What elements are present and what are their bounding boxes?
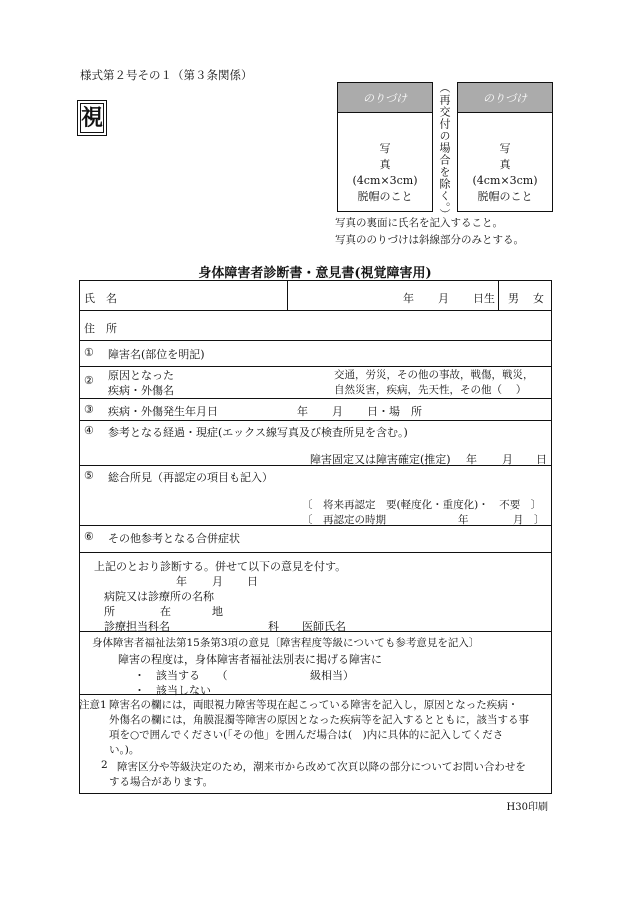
form-number: 様式第２号その１（第３条関係） [80, 68, 253, 82]
location-label-2: 在 [160, 605, 171, 618]
photo-size-left: (4cm×3cm) [352, 174, 418, 187]
row-divider [79, 420, 552, 421]
row4-year: 年 [466, 453, 477, 466]
diagnosis-day: 日 [247, 575, 258, 588]
row5-future: 〔 将来再認定 要(軽度化・重度化)・ 不要 〕 [302, 499, 542, 511]
note1-head: 注意1 [79, 699, 107, 711]
note2-line1: 障害区分や等級決定のため，潮来市から改めて次頁以降の部分についてお問い合わせを [117, 761, 526, 773]
department-label: 診療担当科名 [104, 620, 170, 633]
option-not-applicable[interactable]: ・ 該当しない [134, 684, 211, 697]
opinion-title: 身体障害者福祉法第15条第3項の意見〔障害程度等級についても参考意見を記入〕 [92, 637, 480, 649]
row2-number: ② [84, 374, 94, 387]
glue-area-left: のりづけ [338, 83, 432, 113]
row5-number: ⑤ [84, 469, 94, 482]
photo-note-1: 写真の裏面に氏名を記入すること。 [335, 217, 503, 229]
row3-day-place: 日・場 所 [367, 405, 422, 418]
option-applicable[interactable]: ・ 該当する （ [134, 669, 228, 682]
gender-female[interactable]: 女 [533, 292, 544, 305]
note1-line3: 項を○で囲んでください(「その他」を囲んだ場合は( )内に具体的に記入してくださ [109, 729, 504, 741]
row2-options-a: 交通，労災，その他の事故，戦傷，戦災， [334, 369, 534, 381]
row5-label: 総合所見（再認定の項目も記入） [108, 471, 273, 484]
category-mark-box [77, 100, 107, 136]
location-label-3: 地 [212, 605, 223, 618]
row4-label: 参考となる経過・現症(エックス線写真及び検査所見を含む。) [108, 426, 408, 439]
row2-label-a: 原因となった [108, 369, 174, 382]
row-divider [79, 340, 552, 341]
row6-number: ⑥ [84, 530, 94, 543]
address-label: 住 所 [84, 322, 117, 335]
opinion-degree: 障害の程度は，身体障害者福祉法別表に掲げる障害に [118, 653, 382, 666]
print-code: H30印刷 [506, 802, 548, 813]
photo-hat-right: 脱帽のこと [477, 190, 533, 203]
row4-month: 月 [502, 453, 513, 466]
row3-month: 月 [332, 405, 343, 418]
birth-month: 月 [438, 292, 449, 305]
note2-head: 2 [101, 759, 108, 771]
row3-number: ③ [84, 403, 94, 416]
row1-number: ① [84, 346, 94, 359]
photo-label-left: 写 真 [379, 142, 479, 171]
row-divider [79, 398, 552, 399]
photo-label-right: 写 真 [499, 142, 599, 171]
row1-label: 障害名(部位を明記) [108, 348, 205, 361]
photo-vertical-note: （再交付の場合を除く。） [438, 82, 451, 221]
gender-male[interactable]: 男 [508, 292, 519, 305]
row4-fixed: 障害固定又は障害確定(推定) [310, 453, 451, 466]
photo-size-right: (4cm×3cm) [472, 174, 538, 187]
note1-line2: 外傷名の欄には，角膜混濁等障害の原因となった疾病等を記入するとともに，該当する事 [109, 714, 529, 726]
photo-hat-left: 脱帽のこと [357, 190, 413, 203]
row5-year: 年 [458, 514, 469, 526]
note1-line4: い。)。 [109, 744, 140, 756]
row4-number: ④ [84, 424, 94, 437]
row5-timing: 〔 再認定の時期 [302, 514, 386, 526]
name-col-divider [287, 280, 288, 310]
birth-year: 年 [403, 292, 414, 305]
birth-day: 日生 [473, 292, 495, 305]
diagnosis-month: 月 [212, 575, 223, 588]
name-label: 氏 名 [84, 292, 117, 305]
row2-label-b: 疾病・外傷名 [108, 384, 174, 397]
location-label-1: 所 [104, 605, 115, 618]
row-divider [79, 552, 552, 553]
diagnosis-statement: 上記のとおり診断する。併せて以下の意見を付す。 [94, 560, 347, 573]
diagnosis-year: 年 [176, 575, 187, 588]
department-suffix: 科 [268, 620, 279, 633]
row3-year: 年 [297, 405, 308, 418]
row3-label: 疾病・外傷発生年月日 [108, 405, 218, 418]
row4-day: 日 [536, 453, 547, 466]
note1-line1: 障害名の欄には，両眼視力障害等現在起こっている障害を記入し，原因となった疾病・ [109, 699, 519, 711]
row-divider [79, 310, 552, 311]
row6-label: その他参考となる合併症状 [108, 532, 240, 545]
gender-col-divider [498, 280, 499, 310]
doctor-name-label: 医師氏名 [302, 620, 346, 633]
photo-box-right [457, 82, 599, 212]
option-grade: 級相当） [310, 669, 354, 682]
photo-note-2: 写真ののりづけは斜線部分のみとする。 [335, 234, 524, 246]
row5-month: 月 〕 [513, 514, 545, 526]
row2-options-b: 自然災害，疾病，先天性，その他（ ） [334, 384, 527, 396]
hospital-label: 病院又は診療所の名称 [104, 590, 214, 603]
category-mark: 視 [81, 105, 104, 131]
glue-area-right: のりづけ [458, 83, 552, 113]
note2-line2: する場合があります。 [109, 776, 214, 788]
form-title: 身体障害者診断書・意見書(視覚障害用) [198, 266, 432, 281]
